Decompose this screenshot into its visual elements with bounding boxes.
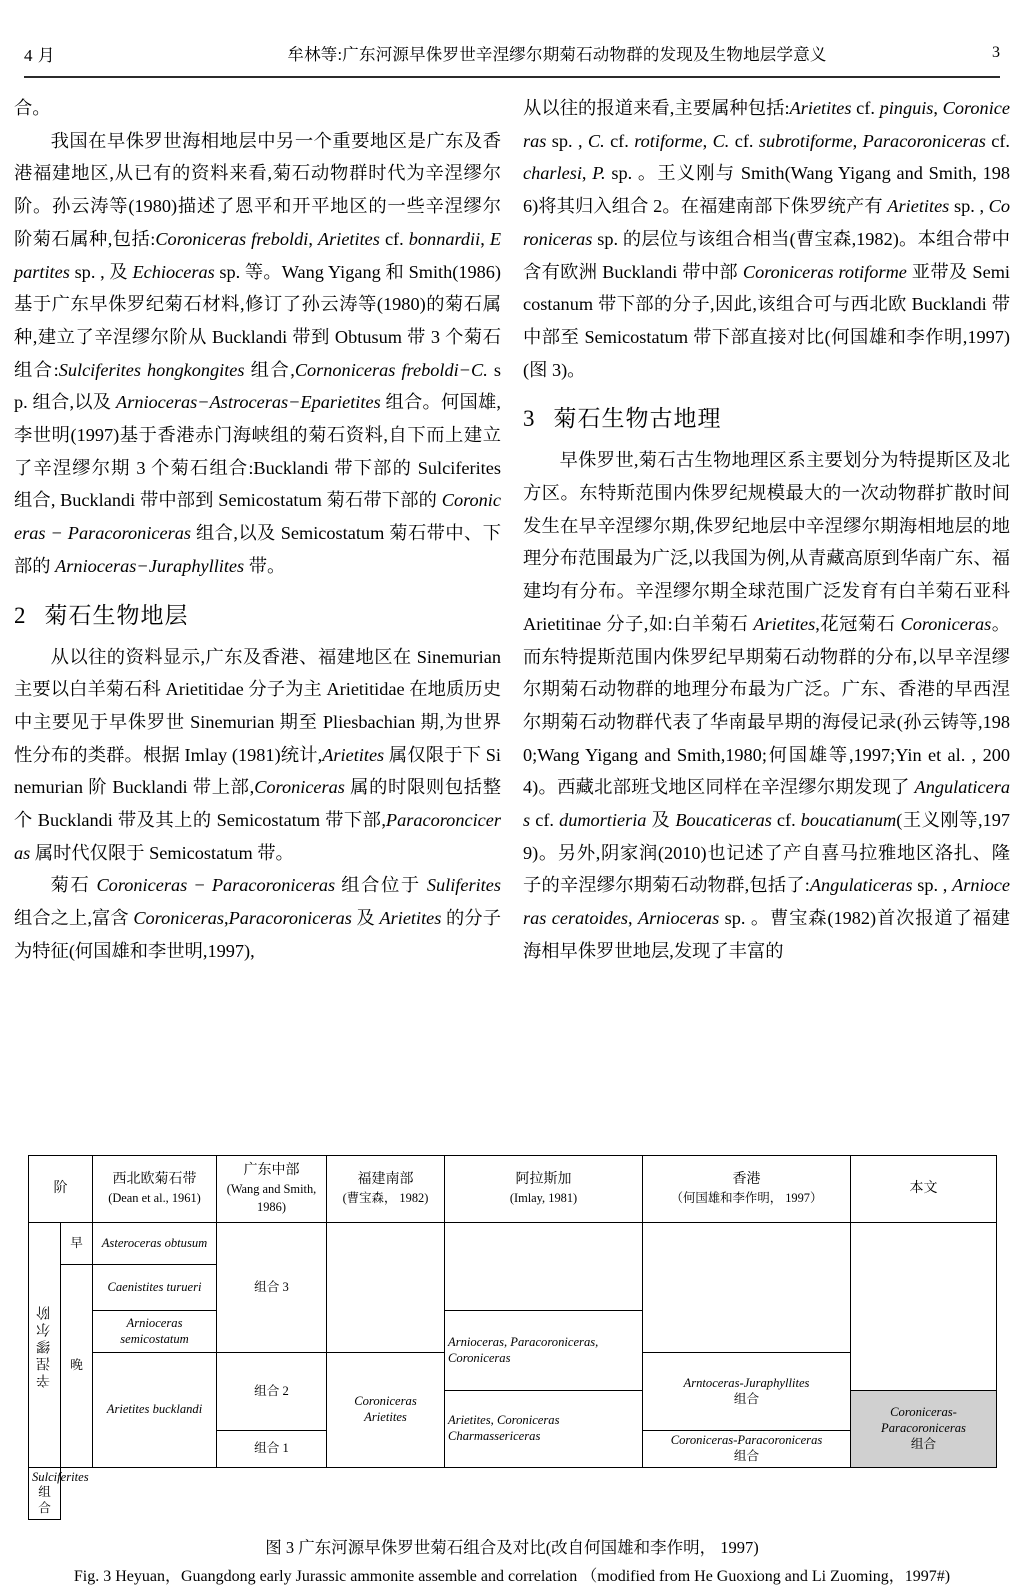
taxon-name: dumortieria [559,810,647,831]
text-run: 组合之上,富含 [14,908,134,929]
taxon-name: Arnioceras ceratoides [523,875,1010,929]
taxon-name: boucatianum [800,810,897,831]
section-heading-2 [14,597,501,635]
taxon-name: Sulciferites hongkongites [58,359,245,380]
body-columns [14,92,1010,968]
paragraph [14,641,501,870]
text-run: , [852,130,863,151]
text-run: 从以往的报道来看,主要属种包括: [523,98,790,118]
cell-substage-late [61,1265,93,1467]
header-sublabel: （何国雄和李作明， 1997） [670,1191,823,1206]
taxon-name: Arietites [322,744,385,765]
assemblage-taxa: Coroniceras-Paracoroniceras [670,1433,823,1448]
header-label: 广东中部 [243,1163,300,1178]
section-number: 2 [14,602,27,628]
header-cell-alaska [445,1156,643,1223]
text-run: 属的时限则包括整个 Bucklandi 带及其上的 Semicostatum 带下部, [14,777,501,831]
table-header-row [29,1156,997,1223]
taxa-list: Arietites [364,1410,407,1424]
taxon-name: Coroniceras freboldi [155,228,309,249]
paragraph [14,869,501,967]
taxon-name: Arnioceras [637,908,720,929]
assemblage-taxa: Sulciferites [32,1469,89,1484]
cell-nwe-zone [93,1223,217,1265]
header-label: 福建南部 [357,1171,414,1187]
assemblage-taxa: Arntoceras-Juraphyllites [683,1376,810,1391]
taxon-name: rotiforme [634,130,703,151]
cell-fujian-empty [327,1223,445,1353]
taxon-name: pinguis [879,98,934,118]
section-title: 菊石生物地层 [44,602,189,628]
header-cell-thispaper [851,1156,997,1223]
text-run: cf. [604,130,635,151]
cell-guangdong-assemblage [217,1431,327,1467]
text-run: , [308,228,318,249]
taxon-name: bonnardii [408,228,481,249]
cell-substage-early [61,1223,93,1265]
cell-hongkong-assemblage [643,1431,851,1467]
substage-label: 早 [70,1235,83,1250]
text-run: 合。 [14,98,51,118]
cell-thispaper-empty [851,1223,997,1391]
section-heading-3 [523,400,1010,438]
paragraph [14,92,501,125]
assemblage-label: 组合 1 [254,1441,289,1456]
running-head-month: 4 月 [24,45,56,65]
taxon-name: C. [587,130,605,151]
header-label: 阿拉斯加 [515,1171,572,1187]
text-run: cf. [530,810,560,831]
taxon-name: subrotiforme [758,130,853,151]
taxon-name: Angulaticeras [809,875,913,896]
cell-guangdong-assemblage [217,1223,327,1353]
taxa-list: Arnioceras, Paracoroniceras, Coroniceras [448,1335,599,1365]
zone-name: Caenistites turueri [107,1279,202,1294]
text-run: sp. , 及 [69,261,133,282]
section-title: 菊石生物古地理 [553,406,722,432]
text-run: 菊石 [50,875,97,896]
text-run: 及 [646,810,676,831]
header-sublabel: (Imlay, 1981) [509,1191,578,1206]
text-run: , [627,908,638,929]
text-run: ,花冠菊石 [815,613,901,634]
cell-alaska-taxa [445,1311,643,1391]
text-run: (王义刚等,1979)。另外,阴家润(2010)也记述了产自喜马拉雅地区洛扎、隆子的辛涅缪尔期菊石动物群,包括了: [523,810,1010,896]
assemblage-label: 组合 [38,1485,51,1516]
cell-alaska-empty [445,1223,643,1311]
taxon-name: Angulaticeras [523,777,1010,831]
taxon-name: Coroniceras [254,777,345,798]
cell-hongkong-assemblage [643,1353,851,1431]
taxon-name: Arietites [753,613,816,634]
text-run: cf. [729,130,759,151]
text-run: 早侏罗世,菊石古生物地理区系主要划分为特提斯区及北方区。东特斯范围内侏罗纪规模最大的一次动物群扩散时间发生在早辛涅缪尔期,侏罗纪地层中辛涅缪尔期海相地层的地理分布范围最为广泛,以我国为例,从青藏高原到华南广东、福建均有分布。辛涅缪尔期全球范围广泛发育有白羊菊石亚科 Arietitinae 分子,如:白羊菊石 [523,450,1010,634]
cell-hongkong-assemblage [29,1467,89,1519]
taxon-name: Arnioceras−Astroceras−Eparietites [116,392,381,413]
cell-thispaper-assemblage [851,1391,997,1467]
text-run: cf. [771,810,801,831]
taxon-name: Coroniceras rotiforme [742,261,907,282]
taxon-name: P. [592,163,606,184]
assemblage-label: 组合 [910,1436,937,1451]
text-run: sp. 。王义刚与 Smith(Wang Yigang and Smith, 1986)将其归入组合 2。在福建南部下侏罗统产有 [523,163,1010,217]
taxon-name: Coroniceras − Paracoroniceras [14,490,501,544]
figure-caption-cn: 图 3 广东河源早侏罗世菊石组合及对比(改自何国雄和李作明， 1997) [265,1537,759,1557]
taxon-name: Arietites [317,228,380,249]
paragraph [523,92,1010,386]
text-run: 组合,以及 Semicostatum 菊石带中、下部的 [14,523,501,576]
running-head-title: 牟林等:广东河源早侏罗世辛涅缪尔期菊石动物群的发现及生物地层学意义 [287,45,827,64]
cell-hongkong-empty [643,1223,851,1353]
text-run: sp. 的层位与该组合相当(曹宝森,1982)。本组合带中含有欧洲 Bucklandi 带中部 [523,228,1010,282]
header-cell-guangdong [217,1156,327,1223]
text-run: 属时代仅限于 Semicostatum 带。 [30,842,294,863]
taxon-name: Cornoniceras freboldi−C. [294,359,488,380]
figure-caption-en: Fig. 3 Heyuan，Guangdong early Jurassic ammonite assemble and correlation （modified from He Guoxiong and Li Zuoming，1997#) [73,1567,951,1585]
text-run: sp. 等。Wang Yigang 和 Smith(1986)基于广东早侏罗纪菊石材料,修订了孙云涛等(1980)的菊石属种,建立了辛涅缪尔阶从 Bucklandi 带到 Obtusum 带 3 个菊石组合: [14,261,501,380]
left-column [14,92,501,968]
section-number: 3 [523,406,536,432]
cell-stage-vertical [29,1223,61,1467]
table-row [29,1467,997,1519]
header-label: 西北欧菊石带 [112,1171,197,1187]
text-run: cf. [985,130,1010,151]
text-run: 从以往的资料显示,广东及香港、福建地区在 Sinemurian 主要以白羊菊石科 Arietitidae 分子为主 Arietitidae 在地质历史中主要见于早侏罗世 Sinemurian 期至 Pliesbachian 期,为世界性分布的类群。根据 Imlay (1981)统计, [14,646,501,765]
table-row [29,1223,997,1265]
text-run: , [224,908,229,929]
cell-guangdong-assemblage [217,1353,327,1431]
text-run: 亚带及 Semicostanum 带下部的分子,因此,该组合可与西北欧 Bucklandi 带中部至 Semicostatum 带下部直接对比(何国雄和李作明,1997)(图 3)。 [523,261,1010,380]
text-run: 的分子为特征(何国雄和李世明,1997), [14,908,502,961]
taxon-name: Coroniceras [900,613,992,634]
text-run: sp. , [546,130,588,151]
assemblage-label: 组合 [733,1391,760,1406]
cell-nwe-zone [93,1353,217,1467]
taxon-name: Coroniceras [523,196,1011,249]
taxon-name: Echioceras [132,261,215,282]
taxon-name: Arietites [887,196,950,217]
text-run: , [581,163,593,184]
text-run: sp. , [949,196,989,217]
text-run: 组合位于 [335,875,427,896]
taxon-name: Arietites [789,98,852,118]
taxa-list: Arietites, Coroniceras Charmassericeras [448,1413,560,1443]
taxa-list: Coroniceras [354,1394,417,1409]
zone-name: Arietites bucklandi [106,1402,203,1417]
cell-alaska-taxa [445,1391,643,1467]
assemblage-label: 组合 [733,1449,760,1463]
text-run: sp. , [912,875,953,896]
figure-3 [28,1155,996,1590]
cell-nwe-zone [93,1265,217,1311]
text-run: , [933,98,943,118]
text-run: sp. 组合,以及 [14,359,501,413]
text-run: sp. 。曹宝森(1982)首次报道了福建海相早侏罗世地层,发现了丰富的 [523,908,1011,961]
zone-name: Asteroceras obtusum [101,1235,208,1250]
taxon-name: Paracoroniceras [228,908,352,929]
header-label: 香港 [732,1171,761,1187]
taxon-name: Paracoroniceras [862,130,986,151]
header-sublabel: (Dean et al., 1961) [108,1191,201,1206]
taxon-name: Boucaticeras [675,810,772,831]
header-sublabel: (曹宝森， 1982) [342,1191,429,1206]
text-run: 我国在早侏罗世海相地层中另一个重要地区是广东及香港福建地区,从已有的资料来看,菊石动物群时代为辛涅缪尔阶。孙云涛等(1980)描述了恩平和开平地区的一些辛涅缪尔阶菊石属种,包括: [14,130,501,249]
taxon-name: Coroniceras − Paracoroniceras [96,875,336,896]
assemblage-label: 组合 2 [254,1383,289,1398]
header-rule [24,76,1000,78]
stage-label: 辛涅缪尔阶 [36,1302,52,1388]
zone-name: Arnioceras semicostatum [120,1316,189,1346]
substage-label: 晚 [70,1358,83,1373]
taxon-name: Coroniceras [523,98,1010,151]
text-run: 。而东特提斯范围内侏罗纪早期菊石动物群的分布,以早辛涅缪尔期菊石动物群的地理分布最为广泛。广东、香港的早西涅尔期菊石动物群代表了华南最早期的海侵记录(孙云铸等,1980;Wang Yigang and Smith,1980;何国雄等,1997;Yin et al. , 2004)。西藏北部班戈地区同样在辛涅缪尔期发现了 [523,613,1011,798]
taxon-name: charlesi [523,163,582,184]
text-run: cf. [851,98,880,118]
right-column [523,92,1010,968]
cell-fujian-taxa [327,1353,445,1467]
header-label: 本文 [909,1180,938,1196]
taxon-name: C. [712,130,730,151]
header-cell-nwe [93,1156,217,1223]
header-sublabel: (Wang and Smith, 1986) [226,1182,317,1215]
header-cell-fujian [327,1156,445,1223]
text-run: cf. [379,228,409,249]
text-run: 属仅限于下 Sinemurian 阶 Bucklandi 带上部, [14,744,502,798]
text-run: 组合。何国雄,李世明(1997)基于香港赤门海峡组的菊石资料,自下而上建立了辛涅缪尔期 3 个菊石组合:Bucklandi 带下部的 Sulciferites 组合, Bucklandi 带中部到 Semicostatum 菊石带下部的 [14,392,502,511]
text-run: , [480,228,490,249]
paragraph [523,444,1010,967]
running-head [24,36,1000,70]
text-run: , [702,130,713,151]
page-number: 3 [992,44,1000,61]
text-run: 组合, [244,359,295,380]
assemblage-taxa: Coroniceras-Paracoroniceras [881,1405,966,1436]
header-cell-hongkong [643,1156,851,1223]
paragraph [14,125,501,583]
taxon-name: Epartites [14,228,501,282]
taxon-name: Arnioceras−Juraphyllites [55,555,245,576]
taxon-name: Paracoronciceras [14,810,501,863]
text-run: 带。 [244,555,286,576]
taxon-name: Arietites [379,908,442,929]
header-label: 阶 [53,1180,68,1196]
taxon-name: Coroniceras [133,908,225,929]
text-run: 及 [351,908,380,929]
cell-nwe-zone [93,1311,217,1353]
taxon-name: Suliferites [426,875,501,896]
header-cell-stage [29,1156,93,1223]
correlation-table [28,1155,997,1520]
assemblage-label: 组合 3 [254,1279,289,1294]
